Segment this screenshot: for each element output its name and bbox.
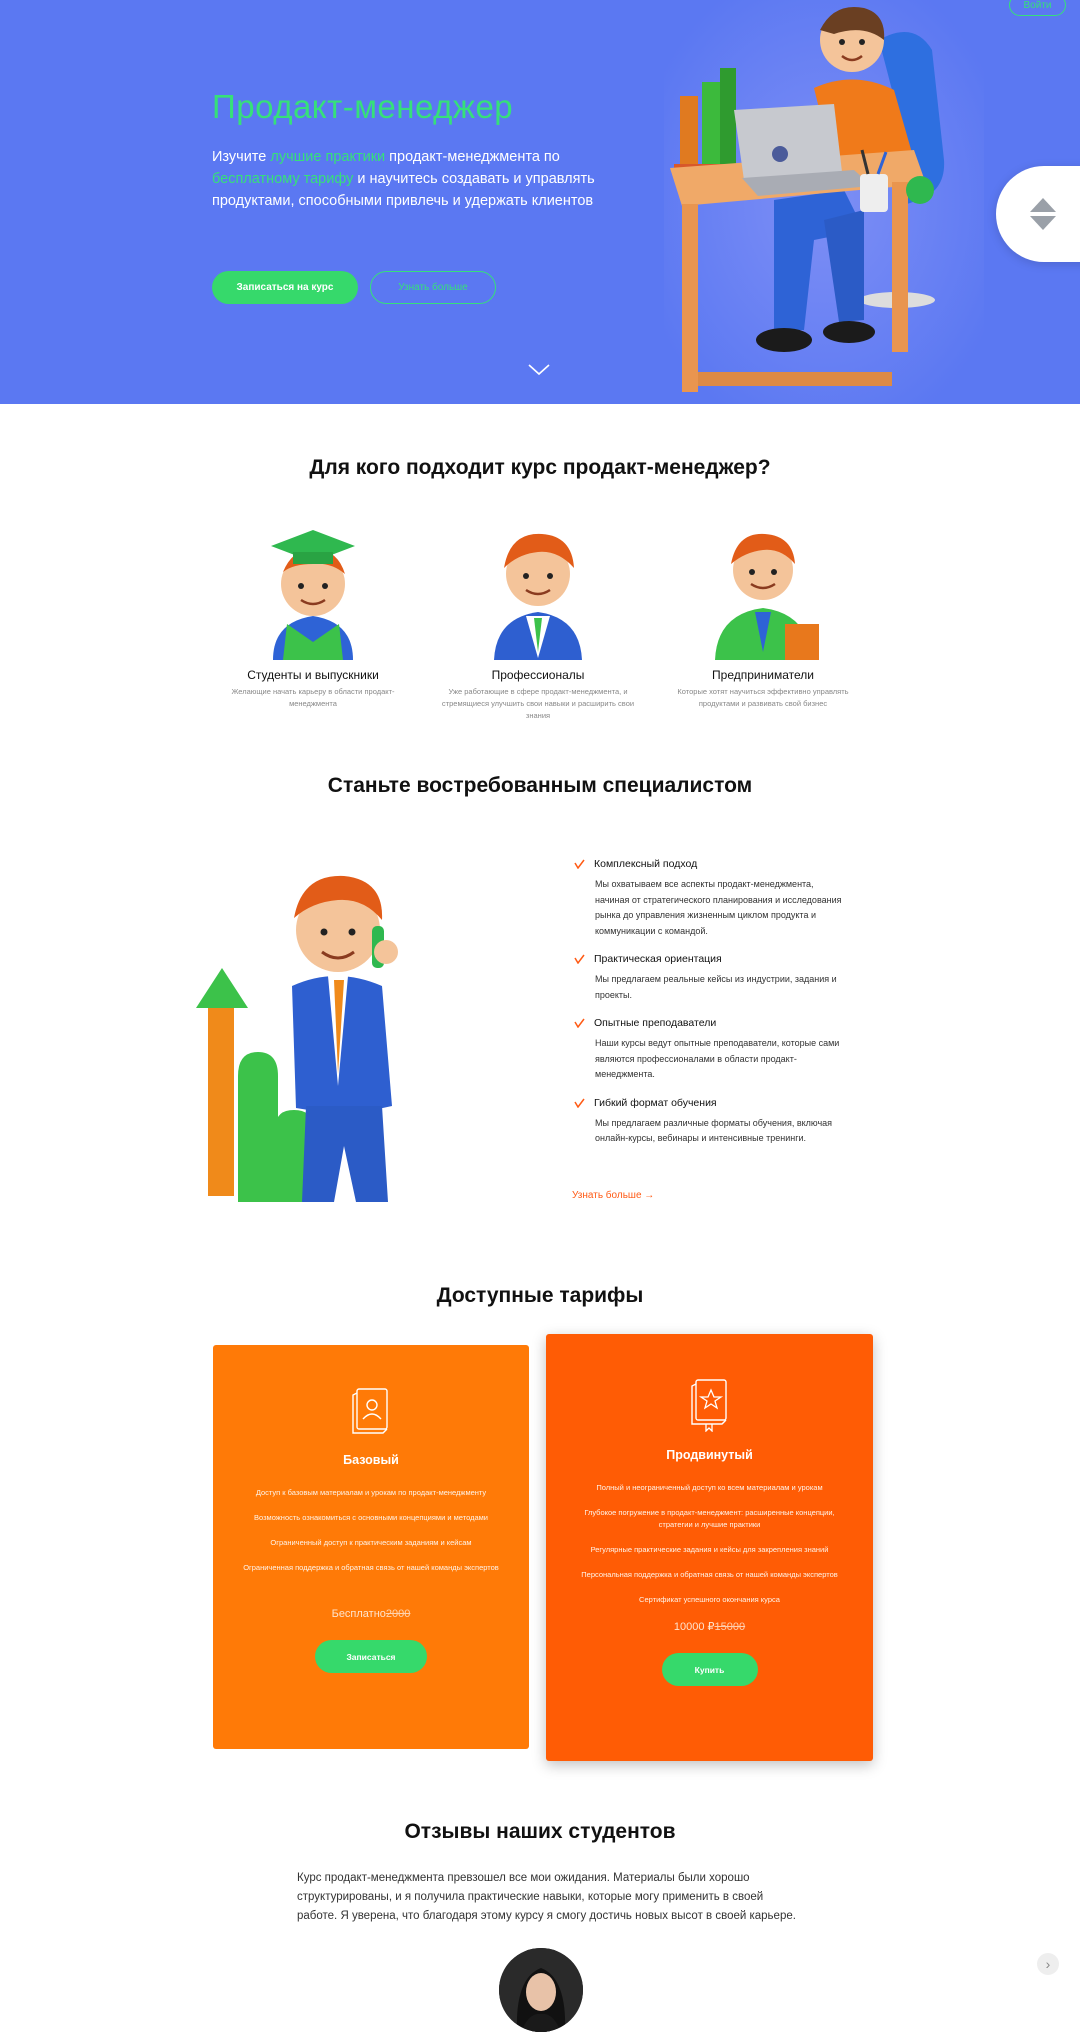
tariff-feature: Ограниченный доступ к практическим заданиям и кейсам [270,1538,472,1547]
hero-link-free-tariff[interactable]: бесплатному тарифу [212,171,354,187]
tariff-features [213,1487,529,1574]
hero-description [212,146,632,212]
tariff-features [546,1482,873,1606]
professional-avatar [468,512,608,660]
feature-title: Комплексный подход [594,858,698,870]
tariff-price-current: Бесплатно [331,1608,386,1620]
audience-title: Предприниматели [712,668,814,682]
tariffs-section-title: Доступные тарифы [436,1284,644,1307]
audience-title: Профессионалы [491,668,585,682]
feature-item [572,858,842,939]
audience-card-professionals [433,512,643,722]
audience-card-students [208,512,418,710]
specialist-section-title: Станьте востребованным специалистом [327,774,753,797]
feature-desc: Мы предлагаем различные форматы обучения, включая онлайн-курсы, вебинары и интенсивные тренинги. [595,1117,833,1143]
learn-more-button[interactable]: Узнать больше [370,271,496,304]
reviewer-avatar [499,1948,583,2032]
hero-desc-text: Изучите [212,149,271,165]
chevron-right-icon[interactable]: › [1037,1953,1059,1975]
tariff-price-old: 2000 [385,1608,411,1620]
buy-advanced-button[interactable]: Купить [662,1653,758,1686]
book-person-icon [351,1385,391,1437]
feature-desc: Мы предлагаем реальные кейсы из индустрии, задания и проекты. [595,974,837,1000]
check-icon [574,1018,585,1028]
up-down-arrows-icon [1028,194,1058,234]
feature-desc: Мы охватываем все аспекты продакт-менеджмента, начиная от стратегического планирования и исследования рынка до управления жизненным циклом продукта и коммуникации с командой. [595,879,842,936]
features-list [572,858,842,1161]
tariff-feature: Ограниченная поддержка и обратная связь от нашей команды экспертов [243,1563,499,1572]
tariff-price [213,1608,529,1620]
hero-title: Продакт-менеджер [212,88,514,125]
entrepreneur-avatar [693,512,833,660]
tariff-feature: Сертификат успешного окончания курса [639,1595,780,1604]
specialist-learn-more-link[interactable]: Узнать больше → [572,1190,655,1201]
hero-illustration [664,0,984,404]
scroll-widget[interactable] [996,166,1080,262]
hero-section [0,0,1080,404]
student-avatar [243,512,383,660]
feature-item [572,953,842,1003]
tariff-price-old: 15000 [714,1621,746,1633]
tariff-price [546,1620,873,1633]
book-star-icon [690,1376,730,1432]
tariff-name: Базовый [343,1453,399,1467]
tariff-feature: Возможность ознакомиться с основными концепциями и методами [254,1513,488,1522]
enroll-basic-button[interactable]: Записаться [315,1640,427,1673]
tariff-card-advanced [546,1334,873,1761]
check-icon [574,1098,585,1108]
feature-title: Практическая ориентация [594,953,722,965]
review-text: Курс продакт-менеджмента превзошел все мои ожидания. Материалы были хорошо структурированы, и я получила практические навыки, которые могу применить в своей работе. Я уверена, что благодаря этому курсу я смогу достичь новых высот в своей карьере. [297,1872,796,1922]
hero-desc-text: продакт-менеджмента по [385,149,560,165]
audience-desc: Которые хотят научиться эффективно управлять продуктами и развивать свой бизнес [677,687,849,708]
feature-title: Опытные преподаватели [594,1017,717,1029]
tariff-feature: Доступ к базовым материалам и урокам по продакт-менеджменту [255,1488,487,1497]
audience-desc: Уже работающие в сфере продакт-менеджмента, и стремящиеся улучшить свои навыки и расширить свои знания [441,687,635,720]
tariff-feature: Глубокое погружение в продакт-менеджмент: расширенные концепции, стратегии и лучшие практики [584,1508,835,1529]
tariff-price-current: 10000 ₽ [673,1621,715,1633]
audience-desc: Желающие начать карьеру в области продакт-менеджмента [231,687,395,708]
check-icon [574,859,585,869]
tariff-name: Продвинутый [666,1448,753,1462]
chevron-down-icon[interactable] [527,362,551,378]
audience-title: Студенты и выпускники [247,668,379,682]
specialist-illustration [196,856,446,1216]
feature-title: Гибкий формат обучения [594,1096,717,1109]
reviews-section-title: Отзывы наших студентов [404,1820,676,1843]
feature-item [572,1097,842,1147]
audience-section-title: Для кого подходит курс продакт-менеджер? [309,456,771,479]
hero-link-best-practices[interactable]: лучшие практики [270,149,386,165]
feature-item [572,1017,842,1083]
login-button[interactable]: Войти [1009,0,1066,16]
tariff-feature: Персональная поддержка и обратная связь от нашей команды экспертов [581,1570,838,1579]
tariff-feature: Регулярные практические задания и кейсы для закрепления знаний [590,1545,829,1554]
check-icon [574,954,585,964]
tariff-feature: Полный и неограниченный доступ ко всем материалам и урокам [596,1483,823,1492]
feature-desc: Наши курсы ведут опытные преподаватели, которые сами являются профессионалами в области продакт-менеджмента. [595,1038,840,1079]
tariff-card-basic [213,1345,529,1749]
audience-card-entrepreneurs [658,512,868,710]
enroll-course-button[interactable]: Записаться на курс [212,271,358,304]
hero-desc-text: и научитесь создавать и управлять продуктами, способными привлечь и удержать клиентов [212,171,595,209]
